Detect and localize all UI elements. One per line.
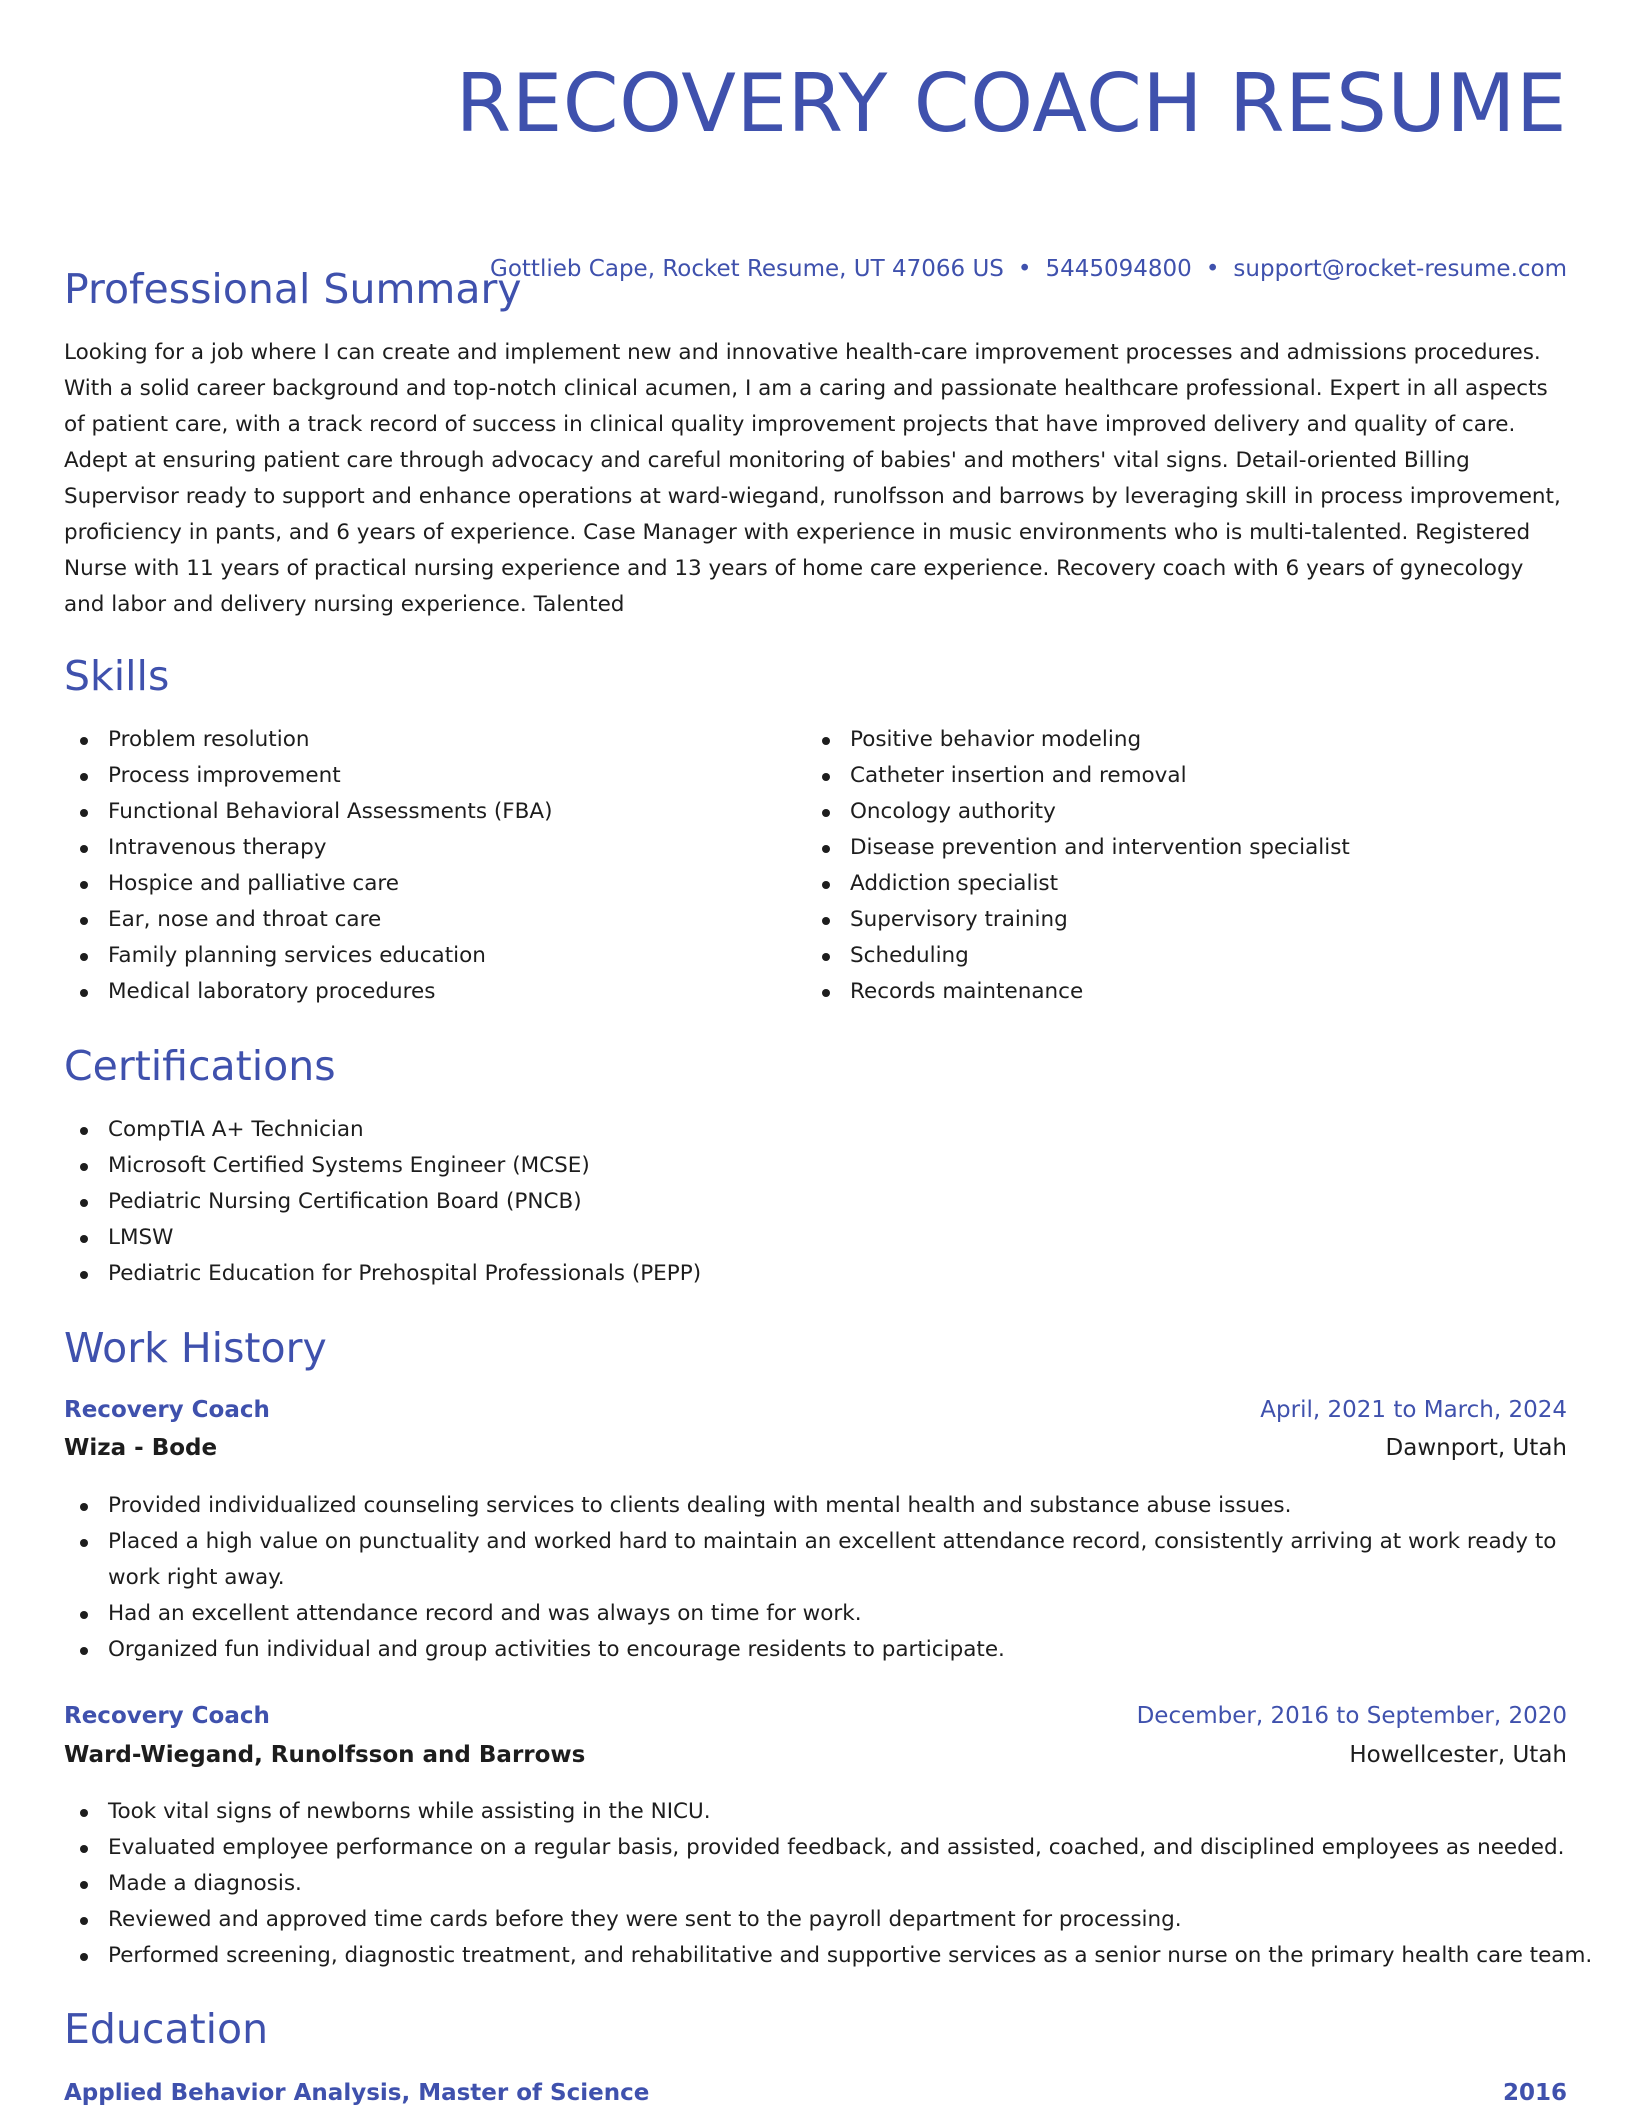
skill-item: Intravenous therapy <box>64 830 553 866</box>
skill-item: Positive behavior modeling <box>806 722 1350 758</box>
resume-title: RECOVERY COACH RESUME <box>455 57 1567 150</box>
job-duty: Placed a high value on punctuality and worked hard to maintain an excellent attendance record, consistently arriving at work ready to work right away. <box>64 1524 1567 1596</box>
job-duty: Provided individualized counseling services to clients dealing with mental health and substance abuse issues. <box>64 1488 1567 1524</box>
job-header <box>64 1397 1567 1431</box>
skill-item: Scheduling <box>806 938 1350 974</box>
certifications-list <box>64 1112 701 1292</box>
contact-separator: • <box>1205 256 1220 282</box>
job-header <box>64 1703 1567 1737</box>
skills-left-list <box>64 722 553 1010</box>
job-duty: Took vital signs of newborns while assisting in the NICU. <box>64 1794 1567 1830</box>
skill-item: Functional Behavioral Assessments (FBA) <box>64 794 553 830</box>
contact-phone[interactable]: 5445094800 <box>1045 256 1192 282</box>
job-duty: Made a diagnosis. <box>64 1866 1567 1902</box>
skill-item: Oncology authority <box>806 794 1350 830</box>
education-heading: Education <box>64 2005 269 2053</box>
job-employer-row <box>64 1742 1567 1776</box>
job-duty: Had an excellent attendance record and was always on time for work. <box>64 1596 1567 1632</box>
certifications-column <box>64 1112 701 1292</box>
skills-right-list <box>806 722 1350 1010</box>
job-dates: April, 2021 to March, 2024 <box>1260 1397 1567 1423</box>
job-title: Recovery Coach <box>64 1397 270 1423</box>
job-title: Recovery Coach <box>64 1703 270 1729</box>
certification-item: Pediatric Nursing Certification Board (PNCB) <box>64 1184 701 1220</box>
certification-item: Microsoft Certified Systems Engineer (MCSE) <box>64 1148 701 1184</box>
skill-item: Supervisory training <box>806 902 1350 938</box>
skill-item: Catheter insertion and removal <box>806 758 1350 794</box>
skill-item: Ear, nose and throat care <box>64 902 553 938</box>
work-history-heading: Work History <box>64 1324 327 1372</box>
job-duty: Organized fun individual and group activities to encourage residents to participate. <box>64 1632 1567 1668</box>
education-degree: Applied Behavior Analysis, Master of Science <box>64 2080 650 2106</box>
job-duty: Reviewed and approved time cards before they were sent to the payroll department for processing. <box>64 1902 1567 1938</box>
contact-line <box>490 254 1567 284</box>
summary-text: Looking for a job where I can create and implement new and innovative health-care improvement processes and admissions procedures. With a solid career background and top-notch clinical acumen, I am a caring and passionate healthcare professional. Expert in all aspects of patient care, with a track record of success in clinical quality improvement projects that have improved delivery and quality of care. Adept at ensuring patient care through advocacy and careful monitoring of babies' and mothers' vital signs. Detail-oriented Billing Supervisor ready to support and enhance operations at ward-wiegand, runolfsson and barrows by leveraging skill in process improvement, proficiency in pants, and 6 years of experience. Case Manager with experience in music environments who is multi-talented. Registered Nurse with 11 years of practical nursing experience and 13 years of home care experience. Recovery coach with 6 years of gynecology and labor and delivery nursing experience. Talented <box>64 340 1561 617</box>
contact-email[interactable]: support@rocket-resume.com <box>1233 256 1567 282</box>
job-duties <box>64 1794 1593 1974</box>
skill-item: Disease prevention and intervention specialist <box>806 830 1350 866</box>
job-duty: Evaluated employee performance on a regular basis, provided feedback, and assisted, coached, and disciplined employees as needed. <box>64 1830 1567 1866</box>
job-location: Dawnport, Utah <box>1385 1435 1567 1461</box>
job-employer: Wiza - Bode <box>64 1435 218 1461</box>
skills-heading: Skills <box>64 652 170 700</box>
contact-separator: • <box>1017 256 1032 282</box>
job-duties-list <box>64 1794 1593 1974</box>
job-location: Howellcester, Utah <box>1349 1742 1567 1768</box>
certification-item: Pediatric Education for Prehospital Professionals (PEPP) <box>64 1256 701 1292</box>
skill-item: Problem resolution <box>64 722 553 758</box>
job-duties <box>64 1488 1567 1668</box>
job-duties-list <box>64 1488 1567 1668</box>
job-dates: December, 2016 to September, 2020 <box>1136 1703 1567 1729</box>
education-row <box>64 2080 1567 2114</box>
skill-item: Family planning services education <box>64 938 553 974</box>
certification-item: LMSW <box>64 1220 701 1256</box>
certification-item: CompTIA A+ Technician <box>64 1112 701 1148</box>
summary-heading: Professional Summary <box>64 265 522 313</box>
job-duty: Performed screening, diagnostic treatment, and rehabilitative and supportive services as a senior nurse on the primary health care team. <box>64 1938 1567 1974</box>
skills-left-column <box>64 722 553 1010</box>
job-employer-row <box>64 1435 1567 1469</box>
contact-address: Gottlieb Cape, Rocket Resume, UT 47066 US <box>490 256 1004 282</box>
skill-item: Addiction specialist <box>806 866 1350 902</box>
job-employer: Ward-Wiegand, Runolfsson and Barrows <box>64 1742 586 1768</box>
skill-item: Medical laboratory procedures <box>64 974 553 1010</box>
skill-item: Records maintenance <box>806 974 1350 1010</box>
skills-right-column <box>806 722 1350 1010</box>
resume-page <box>64 0 1593 2106</box>
certifications-heading: Certifications <box>64 1042 336 1090</box>
skill-item: Process improvement <box>64 758 553 794</box>
skill-item: Hospice and palliative care <box>64 866 553 902</box>
education-year: 2016 <box>1502 2080 1567 2106</box>
